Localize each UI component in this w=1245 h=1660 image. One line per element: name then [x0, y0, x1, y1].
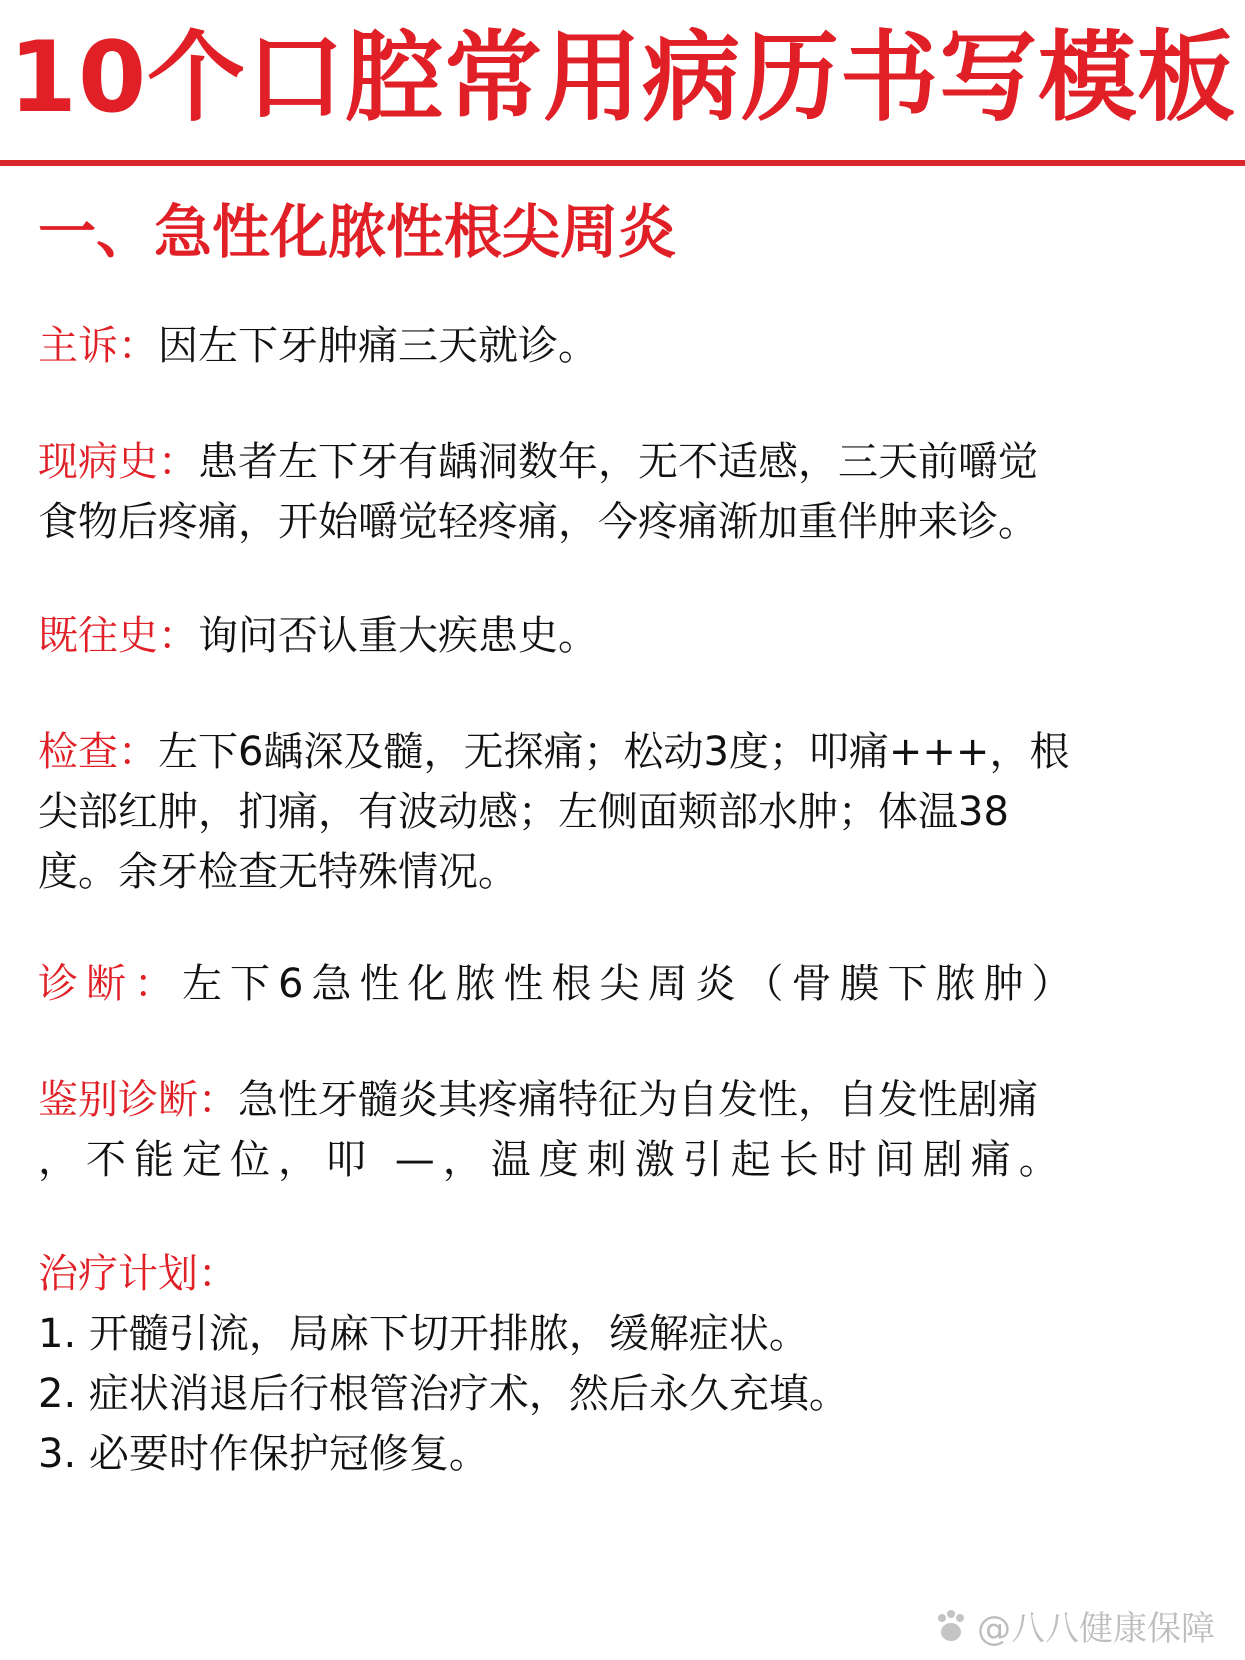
field-value: 因左下牙肿痛三天就诊。: [158, 323, 598, 369]
field-value-continued: 度。余牙检查无特殊情况。: [38, 849, 518, 895]
field-value: 左下6急性化脓性根尖周炎（骨膜下脓肿）: [182, 961, 1080, 1007]
present-history: [38, 432, 1218, 552]
treatment-plan: [38, 1244, 1218, 1484]
field-label: 鉴别诊断：: [38, 1077, 238, 1123]
field-label: 检查：: [38, 729, 158, 775]
field-label: 诊断：: [38, 961, 182, 1007]
field-value-continued: ，不能定位，叩 —，温度刺激引起长时间剧痛。: [38, 1137, 1067, 1183]
field-value: 左下6龋深及髓，无探痛；松动3度；叩痛+++，根: [158, 729, 1070, 775]
field-label: 主诉：: [38, 323, 158, 369]
treatment-item: 3. 必要时作保护冠修复。: [38, 1431, 489, 1477]
field-label: 治疗计划：: [38, 1251, 238, 1297]
field-value: 患者左下牙有龋洞数年，无不适感，三天前嚼觉: [198, 439, 1038, 485]
examination: [38, 722, 1218, 902]
field-value-continued: 食物后疼痛，开始嚼觉轻疼痛，今疼痛渐加重伴肿来诊。: [38, 499, 1038, 545]
field-value: 急性牙髓炎其疼痛特征为自发性，自发性剧痛: [238, 1077, 1038, 1123]
watermark: [931, 1601, 1215, 1650]
chief-complaint: [38, 316, 1218, 376]
diagnosis: [38, 954, 1218, 1014]
section-heading: 一、急性化脓性根尖周炎: [38, 198, 677, 266]
field-label: 既往史：: [38, 613, 198, 659]
differential-diagnosis: [38, 1070, 1218, 1190]
paw-logo-icon: [931, 1606, 971, 1646]
title-divider: [0, 160, 1245, 166]
past-history: [38, 606, 1218, 666]
treatment-item: 2. 症状消退后行根管治疗术，然后永久充填。: [38, 1371, 849, 1417]
field-label: 现病史：: [38, 439, 198, 485]
field-value: 询问否认重大疾患史。: [198, 613, 598, 659]
watermark-text: @八八健康保障: [977, 1609, 1215, 1649]
treatment-item: 1. 开髓引流，局麻下切开排脓，缓解症状。: [38, 1311, 809, 1357]
page-title: 10个口腔常用病历书写模板: [8, 21, 1237, 135]
field-value-continued: 尖部红肿，扪痛，有波动感；左侧面颊部水肿；体温38: [38, 789, 1009, 835]
